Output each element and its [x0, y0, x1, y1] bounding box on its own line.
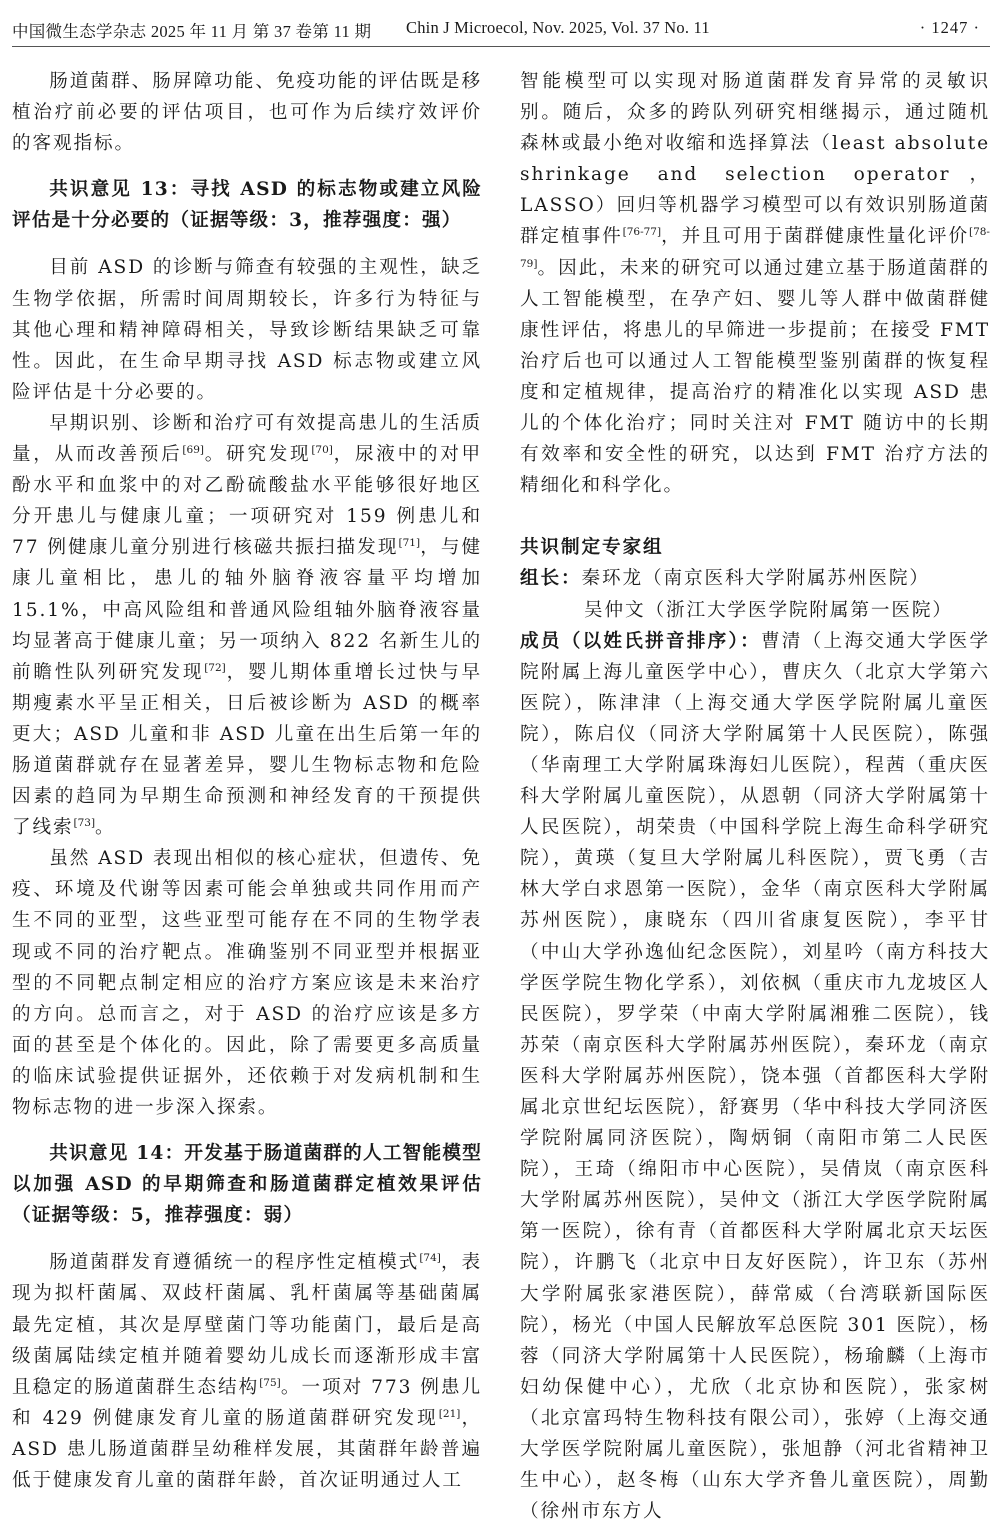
text-run: 共识意见 13：寻找 ASD 的标志物或建立风险评估是十分必要的（证据等级：3，推荐强度：强） — [12, 179, 482, 232]
citation-ref: [78-79] — [520, 226, 990, 270]
text-run: 。一项对 773 例患儿和 429 例健康发育儿童的肠道菌群研究发现 — [12, 1376, 482, 1429]
text-run: ，ASD 患儿肠道菌群呈幼稚样发展，其菌群年龄普遍低于健康发育儿童的菌群年龄，首次证明通过人工 — [12, 1407, 482, 1492]
expert-list-entry — [520, 563, 990, 594]
left-column — [12, 66, 482, 1496]
text-run: 秦环龙（南京医科大学附属苏州医院） — [581, 568, 930, 590]
text-run: ，并且可用于菌群健康性量化评价 — [661, 226, 969, 248]
text-run: 。 — [95, 817, 116, 839]
citation-ref: [76-77] — [622, 226, 662, 239]
journal-title-en: Chin J Microecol, Nov. 2025, Vol. 37 No. 11 — [406, 18, 710, 37]
paragraph — [12, 408, 482, 843]
text-run: ，婴儿期体重增长过快与早期瘦素水平呈正相关，日后被诊断为 ASD 的概率更大；ASD 儿童和非 ASD 儿童在出生后第一年的肠道菌群就存在显著差异，婴儿生物标志物和危险因素的趋同为早期生命预测和神经发育的干预提供了线索 — [12, 661, 482, 839]
paragraph — [12, 843, 482, 1123]
header-rule — [12, 46, 990, 47]
text-run: 目前 ASD 的诊断与筛查有较强的主观性，缺乏生物学依据，所需时间周期较长，许多行为特征与其他心理和精神障碍相关，导致诊断结果缺乏可靠性。因此，在生命早期寻找 ASD 标志物或建立风险评估是十分必要的。 — [12, 257, 482, 403]
right-column — [520, 66, 990, 1527]
paragraph — [12, 1247, 482, 1496]
paragraph — [12, 66, 482, 159]
text-run: 智能模型可以实现对肠道菌群发育异常的灵敏识别。随后，众多的跨队列研究相继揭示，通过随机森林或最小绝对收缩和选择算法（least absolute shrinkage and selection operator，LASSO）回归等机器学习模型可以有效识别肠道菌群定植事件 — [520, 71, 990, 248]
page-number: · 1247 · — [919, 18, 980, 37]
text-run: 。研究发现 — [203, 444, 312, 466]
citation-ref: [73] — [73, 817, 96, 830]
paragraph — [12, 252, 482, 407]
bold-label: 成员（以姓氏拼音排序）： — [520, 630, 761, 652]
citation-ref: [72] — [204, 661, 226, 674]
paragraph-continued — [520, 66, 990, 501]
consensus-heading — [12, 1138, 482, 1231]
citation-ref: [70] — [311, 444, 333, 457]
running-header — [12, 14, 988, 44]
citation-ref: [69] — [182, 444, 204, 457]
text-run: ，尿液中的对甲酚水平和血浆中的对乙酚硫酸盐水平能够很好地区分开患儿与健康儿童；一项研究对 159 例患儿和 77 例健康儿童分别进行核磁共振扫描发现 — [12, 444, 482, 559]
text-run: 肠道菌群发育遵循统一的程序性定植模式 — [49, 1252, 420, 1274]
text-run: ，与健康儿童相比，患儿的轴外脑脊液容量平均增加 15.1%，中高风险组和普通风险组轴外脑脊液容量均显著高于健康儿童；另一项纳入 822 名新生儿的前瞻性队列研究发现 — [12, 537, 482, 683]
expert-list-entry — [520, 595, 990, 626]
section-heading — [520, 532, 990, 563]
text-run: 。因此，未来的研究可以通过建立基于肠道菌群的人工智能模型，在孕产妇、婴儿等人群中做菌群健康性评估，将患儿的早筛进一步提前；在接受 FMT 治疗后也可以通过人工智能模型鉴别菌群的恢复程度和定植规律，提高治疗的精准化以实现 ASD 患儿的个体化治疗；同时关注对 FMT 随访中的长期有效率和安全性的研究，以达到 FMT 治疗方法的精细化和科学化。 — [520, 257, 990, 497]
citation-ref: [74] — [419, 1252, 441, 1265]
citation-ref: [21] — [438, 1407, 461, 1420]
text-run: ，表现为拟杆菌属、双歧杆菌属、乳杆菌属等基础菌属最先定植，其次是厚壁菌门等功能菌门，最后是高级菌属陆续定植并随着婴幼儿成长而逐渐形成丰富且稳定的肠道菌群生态结构 — [12, 1252, 482, 1398]
text-run: 吴仲文（浙江大学医学院附属第一医院） — [584, 599, 953, 621]
text-run: 共识意见 14：开发基于肠道菌群的人工智能模型以加强 ASD 的早期筛查和肠道菌群定植效果评估（证据等级：5，推荐强度：弱） — [12, 1143, 482, 1227]
bold-label: 组长： — [520, 568, 582, 590]
citation-ref: [75] — [259, 1376, 281, 1389]
citation-ref: [71] — [398, 537, 421, 550]
text-run: 共识制定专家组 — [520, 537, 664, 559]
expert-list-entry — [520, 626, 990, 1527]
journal-title-cn: 中国微生态学杂志 2025 年 11 月 第 37 卷第 11 期 — [12, 22, 372, 41]
text-run: 曹清（上海交通大学医学院附属上海儿童医学中心），曹庆久（北京大学第六医院），陈津津（上海交通大学医学院附属儿童医院），陈启仪（同济大学附属第十人民医院），陈强（华南理工大学附属珠海妇儿医院），程茜（重庆医科大学附属儿童医院），从恩朝（同济大学附属第十人民医院），胡荣贵（中国科学院上海生命科学研究院），黄瑛（复旦大学附属儿科医院），贾飞勇（吉林大学白求恩第一医院），金华（南京医科大学附属苏州医院），康晓东（四川省康复医院），李平甘（中山大学孙逸仙纪念医院），刘星吟（南方科技大学医学院生物化学系），刘依枫（重庆市九龙坡区人民医院），罗学荣（中南大学附属湘雅二医院），钱苏荣（南京医科大学附属苏州医院），秦环龙（南京医科大学附属苏州医院），饶本强（首都医科大学附属北京世纪坛医院），舒赛男（华中科技大学同济医学院附属同济医院），陶炳铜（南阳市第二人民医院），王琦（绵阳市中心医院），吴倩岚（南京医科大学附属苏州医院），吴仲文（浙江大学医学院附属第一医院），徐有青（首都医科大学附属北京天坛医院），许鹏飞（北京中日友好医院），许卫东（苏州大学附属张家港医院），薛常威（台湾联新国际医院），杨光（中国人民解放军总医院 301 医院），杨蓉（同济大学附属第十人民医院），杨瑜麟（上海市妇幼保健中心），尤欣（北京协和医院），张家树（北京富玛特生物科技有限公司），张婷（上海交通大学医学院附属儿童医院），张旭静（河北省精神卫生中心），赵冬梅（山东大学齐鲁儿童医院），周勤（徐州市东方人 — [520, 630, 990, 1523]
consensus-heading — [12, 174, 482, 236]
text-run: 肠道菌群、肠屏障功能、免疫功能的评估既是移植治疗前必要的评估项目，也可作为后续疗效评价的客观指标。 — [12, 71, 482, 155]
text-run: 早期识别、诊断和治疗可有效提高患儿的生活质量，从而改善预后 — [12, 412, 482, 466]
text-run: 虽然 ASD 表现出相似的核心症状，但遗传、免疫、环境及代谢等因素可能会单独或共同作用而产生不同的亚型，这些亚型可能存在不同的生物学表现或不同的治疗靶点。准确鉴别不同亚型并根据亚型的不同靶点制定相应的治疗方案应该是未来治疗的方向。总而言之，对于 ASD 的治疗应该是多方面的甚至是个体化的。因此，除了需要更多高质量的临床试验提供证据外，还依赖于对发病机制和生物标志物的进一步深入探索。 — [12, 848, 482, 1118]
